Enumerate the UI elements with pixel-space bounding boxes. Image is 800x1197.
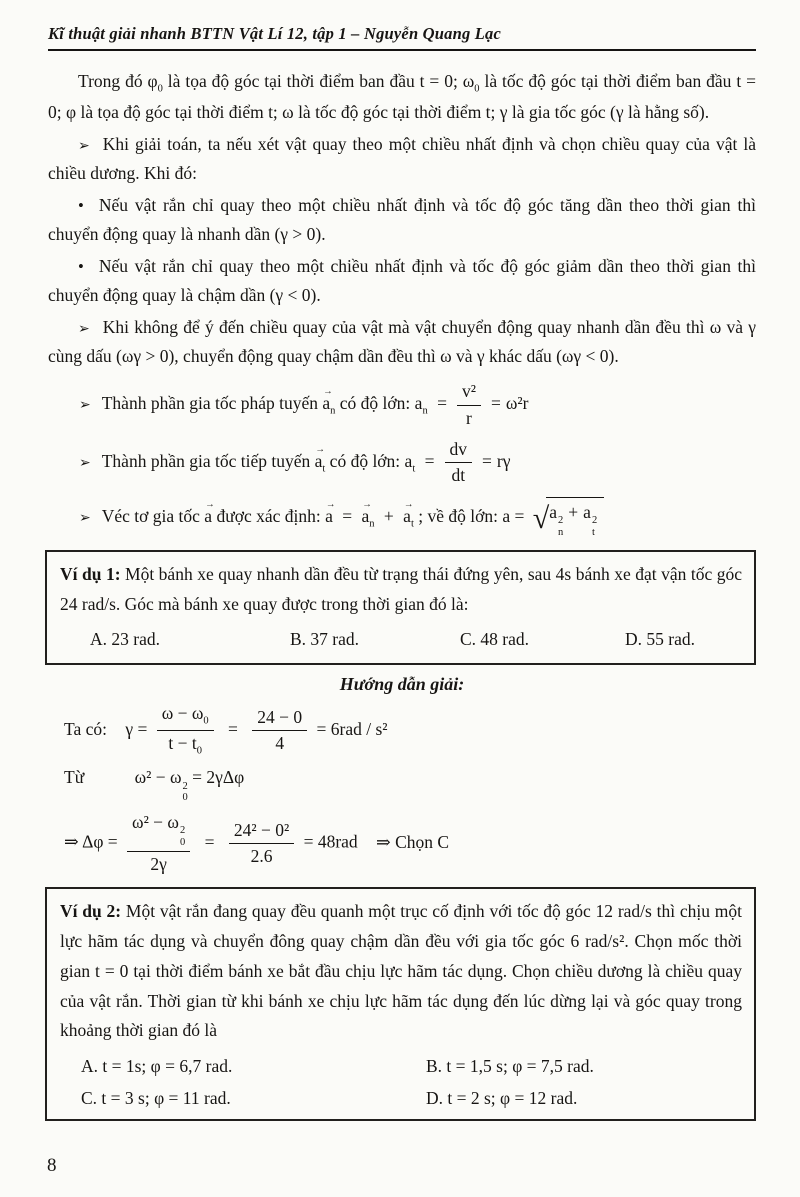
solution-eq1 xyxy=(48,703,756,759)
vector-a-t xyxy=(314,443,326,476)
page-number: 8 xyxy=(47,1155,57,1176)
subscript: n xyxy=(422,405,428,417)
square-root xyxy=(533,497,604,539)
option-a: A. 23 rad. xyxy=(90,628,160,649)
subscript: 0 xyxy=(179,837,186,849)
math-expression: = 48rad xyxy=(303,831,358,852)
vector-arrow-icon: → xyxy=(315,443,324,455)
arrow-bullet-icon: ➢ xyxy=(79,454,91,471)
fraction-numerator xyxy=(127,812,190,852)
fraction xyxy=(457,381,481,429)
vector-a-n xyxy=(322,386,336,418)
math-expression: γ = xyxy=(125,718,148,739)
plus-sign: + xyxy=(568,501,579,522)
example2-box xyxy=(45,887,756,1121)
math-expression: t − t xyxy=(168,733,197,754)
option-c: C. t = 3 s; φ = 11 rad. xyxy=(81,1087,231,1108)
fraction-denominator: dt xyxy=(451,465,466,486)
arrow-bullet-icon: ➢ xyxy=(79,397,91,414)
text-run: Nếu vật rắn chỉ quay theo một chiều nhất định và tốc độ góc giảm dần theo thời gian thì chuyển động quay là chậm dần (γ < 0). xyxy=(48,256,756,306)
vector-arrow-icon: → xyxy=(205,498,214,510)
subscript: n xyxy=(558,526,564,538)
equals-sign: = xyxy=(490,393,501,414)
math-expression: ω − ω xyxy=(161,702,204,723)
formula-total-acceleration xyxy=(48,497,756,539)
example1-box xyxy=(45,550,756,664)
math-var: a xyxy=(549,501,558,522)
solution-heading: Hướng dẫn giải: xyxy=(339,673,465,694)
fraction-numerator: 24² − 0² xyxy=(229,820,294,844)
text-run: là tọa độ góc tại thời điểm ban đầu t = 0; ω xyxy=(162,71,475,91)
text-run: được xác định: xyxy=(216,505,321,526)
vector-a-t xyxy=(403,498,414,531)
subscript: t xyxy=(322,463,326,475)
sub-sup-stack xyxy=(592,515,597,539)
page-content xyxy=(48,51,756,1121)
vector-arrow-icon: → xyxy=(362,498,371,510)
arrow-item-solving xyxy=(48,130,756,188)
equals-sign: = xyxy=(482,450,492,471)
math-var: a xyxy=(414,393,423,414)
text-run: Trong đó φ xyxy=(78,71,158,91)
option-b: B. 37 rad. xyxy=(290,628,360,649)
math-expression: rγ xyxy=(496,450,511,471)
vector-a-n xyxy=(361,498,375,531)
text-run: Ta có: xyxy=(64,718,107,739)
radicand xyxy=(546,497,604,539)
bullet-item-slowdown xyxy=(48,252,756,310)
math-var: a xyxy=(325,505,333,526)
example2-options xyxy=(60,1055,742,1110)
option-a: A. t = 1s; φ = 6,7 rad. xyxy=(81,1056,233,1077)
fraction xyxy=(252,707,307,755)
formula-normal-acceleration xyxy=(48,381,756,429)
math-expression: ω² − ω xyxy=(132,812,179,833)
fraction-denominator: 2.6 xyxy=(250,846,273,867)
text-run: Véc tơ gia tốc xyxy=(101,505,200,526)
math-var: a xyxy=(361,505,370,526)
text-run: Khi giải toán, ta nếu xét vật quay theo một chiều nhất định và chọn chiều quay của vật là chiều dương. Khi đó: xyxy=(48,133,756,184)
vector-arrow-icon: → xyxy=(403,498,413,510)
sub-sup-stack xyxy=(180,825,185,849)
vector-a xyxy=(204,498,214,528)
sub-sup-stack xyxy=(558,515,563,539)
fraction-numerator xyxy=(157,703,214,731)
text-run: Một vật rắn đang quay đều quanh một trục cố định với tốc độ góc 12 rad/s thì chịu một lực hãm tác dụng và chuyển đông quay chậm dần đều với gia tốc góc 6 rad/s². Chọn mốc thời gian t = 0 tại thời điểm bánh xe bắt đầu chịu lực hãm tác dụng. Chọn chiều dương là chiều quay của vật rắn. Thời gian từ khi bánh xe chịu lực hãm tác dụng đến lúc dừng lại và góc quay trong khoảng thời gian đó là xyxy=(60,901,743,1041)
option-d: D. 55 rad. xyxy=(625,628,695,649)
math-var: a xyxy=(314,450,323,471)
page-title: Kĩ thuật giải nhanh BTTN Vật Lí 12, tập 1 – Nguyễn Quang Lạc xyxy=(48,24,501,43)
example2-statement xyxy=(60,897,742,1046)
vector-arrow-icon: → xyxy=(325,498,335,510)
math-expression: = 6rad / s² xyxy=(316,718,388,739)
math-expression: = 2γΔφ xyxy=(192,767,245,788)
equals-sign: = xyxy=(204,831,215,852)
plus-sign: + xyxy=(383,505,394,526)
equals-sign: = xyxy=(228,718,238,739)
text-run: ; về độ lớn: a = xyxy=(418,505,525,526)
text-run: Từ xyxy=(64,767,85,788)
text-run: Khi không để ý đến chiều quay của vật mà vật chuyển động quay nhanh dần đều thì ω và γ cùng dấu (ωγ > 0), chuyển động quay chậm dần đều thì ω và γ khác dấu (ωγ < 0). xyxy=(48,317,756,367)
vector-a xyxy=(325,498,335,528)
text-run: có độ lớn: xyxy=(329,450,401,471)
text-run: có độ lớn: xyxy=(339,393,411,414)
subscript: t xyxy=(412,463,416,475)
fraction-numerator: v² xyxy=(457,381,481,405)
example1-options xyxy=(60,625,742,654)
superscript: 2 xyxy=(558,514,564,526)
equals-sign: = xyxy=(424,450,435,471)
subscript: 0 xyxy=(196,745,202,757)
arrow-bullet-icon: ➢ xyxy=(78,137,90,154)
fraction-denominator: r xyxy=(466,407,472,428)
math-expression: ω²r xyxy=(505,393,529,414)
bullet-item-speedup xyxy=(48,191,756,249)
math-var: a xyxy=(322,393,331,414)
subscript: n xyxy=(369,518,375,530)
fraction xyxy=(127,812,190,875)
subscript: 0 xyxy=(474,83,480,95)
text-run: Thành phần gia tốc tiếp tuyến xyxy=(101,450,311,471)
fraction-denominator: 2γ xyxy=(150,853,167,874)
subscript: 0 xyxy=(157,83,163,95)
math-var: a xyxy=(404,450,413,471)
running-header xyxy=(48,24,756,51)
subscript: t xyxy=(591,526,595,538)
arrow-bullet-icon: ➢ xyxy=(78,321,90,338)
fraction-denominator: 4 xyxy=(275,733,285,754)
fraction-numerator: dv xyxy=(445,439,473,463)
fraction-numerator: 24 − 0 xyxy=(252,707,307,731)
math-expression: ⇒ Δφ = xyxy=(64,831,118,852)
answer-conclusion: ⇒ Chọn C xyxy=(376,831,450,852)
arrow-item-sign-convention xyxy=(48,313,756,371)
math-var: a xyxy=(583,501,591,522)
radical-sign: √ xyxy=(532,500,550,535)
text-run: là tốc độ góc tại thời điểm ban đầu t = 0; φ là tọa độ góc tại thời điểm t; ω là tốc độ góc tại thời điểm t; γ là gia tốc góc (γ là hằng số). xyxy=(48,71,756,122)
text-run: Thành phần gia tốc pháp tuyến xyxy=(101,393,318,414)
fraction xyxy=(445,439,473,487)
equals-sign: = xyxy=(437,393,447,414)
solution-eq2 xyxy=(48,766,756,804)
superscript: 2 xyxy=(179,825,186,837)
option-c: C. 48 rad. xyxy=(460,628,530,649)
formula-tangential-acceleration xyxy=(48,439,756,487)
subscript: t xyxy=(410,518,414,530)
subscript: 0 xyxy=(182,792,188,804)
intro-paragraph xyxy=(48,67,756,127)
fraction xyxy=(229,820,294,868)
math-expression: ω² − ω xyxy=(134,767,182,788)
fraction xyxy=(157,703,214,759)
example2-label: Ví dụ 2: xyxy=(60,901,122,922)
text-run: Nếu vật rắn chỉ quay theo một chiều nhất định và tốc độ góc tăng dần theo thời gian thì chuyển động quay là nhanh dần (γ > 0). xyxy=(48,195,756,245)
text-run: Một bánh xe quay nhanh dần đều từ trạng thái đứng yên, sau 4s bánh xe đạt vận tốc góc 24 rad/s. Góc mà bánh xe quay được trong thời gian đó là: xyxy=(60,564,742,615)
fraction-denominator xyxy=(157,731,214,758)
arrow-bullet-icon: ➢ xyxy=(79,509,91,526)
bullet-icon: • xyxy=(78,257,84,277)
equals-sign: = xyxy=(342,505,353,526)
example1-label: Ví dụ 1: xyxy=(60,564,121,585)
bullet-icon: • xyxy=(78,196,84,216)
example1-statement xyxy=(60,560,742,620)
vector-arrow-icon: → xyxy=(323,386,332,398)
math-var: a xyxy=(403,505,411,526)
superscript: 2 xyxy=(591,514,598,526)
subscript: n xyxy=(330,405,336,417)
solution-eq3 xyxy=(48,812,756,875)
subscript: 0 xyxy=(203,715,209,727)
option-b: B. t = 1,5 s; φ = 7,5 rad. xyxy=(426,1056,594,1077)
sub-sup-stack xyxy=(182,781,187,805)
math-var: a xyxy=(204,505,213,526)
option-d: D. t = 2 s; φ = 12 rad. xyxy=(426,1087,578,1108)
superscript: 2 xyxy=(182,780,188,792)
